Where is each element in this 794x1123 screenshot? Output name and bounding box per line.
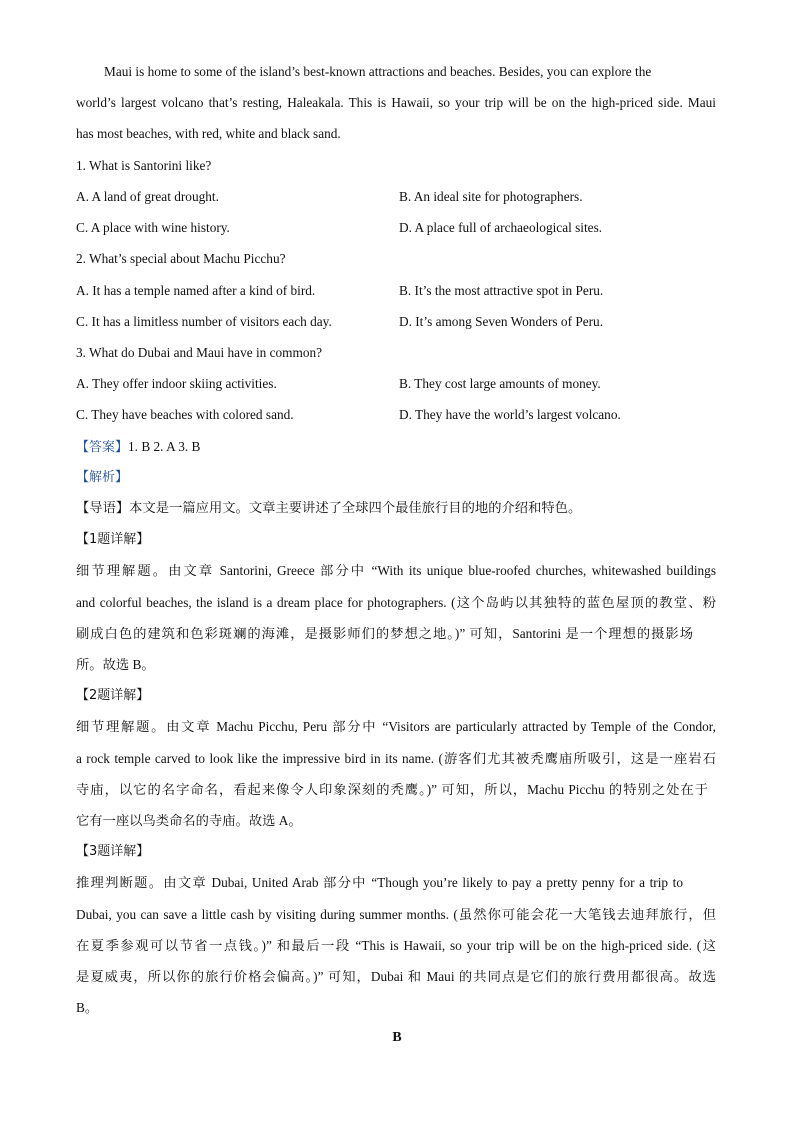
q2-detail-line-1: 细节理解题。由文章 Machu Picchu, Peru 部分中 “Visitors are particularly attracted by Temple of the Condor,: [76, 719, 716, 734]
section-heading-b: B: [392, 1030, 402, 1045]
question-3-option-c: C. They have beaches with colored sand.: [76, 407, 294, 422]
question-3-option-a: A. They offer indoor skiing activities.: [76, 376, 277, 391]
q2-detail-heading: 【2题详解】: [76, 688, 150, 703]
question-3-option-d: D. They have the world’s largest volcano.: [399, 407, 621, 422]
q1-detail-line-1: 细节理解题。由文章 Santorini, Greece 部分中 “With its unique blue-roofed churches, whitewashed buildings: [76, 563, 716, 578]
passage-line-3: has most beaches, with red, white and black sand.: [76, 126, 341, 141]
passage-line-1: Maui is home to some of the island’s best-known attractions and beaches. Besides, you can explore the: [104, 64, 652, 79]
question-2-option-d: D. It’s among Seven Wonders of Peru.: [399, 314, 604, 329]
q3-detail-line-4: 是夏威夷，所以你的旅行价格会偏高。)” 可知，Dubai 和 Maui 的共同点是它们的旅行费用都很高。故选: [76, 969, 716, 984]
question-3-stem: 3. What do Dubai and Maui have in common?: [76, 345, 323, 360]
q3-detail-line-2: Dubai, you can save a little cash by visiting during summer months. (虽然你可能会花一大笔钱去迪拜旅行，但: [76, 907, 716, 922]
question-1-option-d: D. A place full of archaeological sites.: [399, 220, 603, 235]
question-1-option-a: A. A land of great drought.: [76, 189, 219, 204]
answer-label: 【答案】: [76, 440, 129, 455]
question-2-stem: 2. What’s special about Machu Picchu?: [76, 251, 286, 266]
q3-detail-line-3: 在夏季参观可以节省一点钱。)” 和最后一段 “This is Hawaii, so your trip will be on the high-priced side. (这: [76, 938, 716, 953]
q3-detail-line-1: 推理判断题。由文章 Dubai, United Arab 部分中 “Though you’re likely to pay a pretty penny for a trip to: [76, 875, 683, 890]
q1-detail-line-2: and colorful beaches, the island is a dream place for photographers. (这个岛屿以其独特的蓝色屋顶的教堂、粉: [76, 595, 716, 610]
answer-key-line: [76, 437, 200, 458]
question-2-option-a: A. It has a temple named after a kind of bird.: [76, 283, 316, 298]
question-1-stem: 1. What is Santorini like?: [76, 158, 212, 173]
question-1-option-b: B. An ideal site for photographers.: [399, 189, 583, 204]
analysis-label: 【解析】: [76, 470, 129, 485]
q3-detail-heading: 【3题详解】: [76, 844, 150, 859]
question-3-option-b: B. They cost large amounts of money.: [399, 376, 601, 391]
question-2-option-b: B. It’s the most attractive spot in Peru.: [399, 283, 604, 298]
q2-detail-line-2: a rock temple carved to look like the impressive bird in its name. (游客们尤其被秃鹰庙所吸引，这是一座岩石: [76, 751, 716, 766]
q2-detail-line-3: 寺庙，以它的名字命名，看起来像令人印象深刻的秃鹰。)” 可知，所以，Machu Picchu 的特别之处在于: [76, 782, 708, 797]
q1-detail-line-4: 所。故选 B。: [76, 657, 155, 672]
q3-detail-line-5: B。: [76, 1000, 99, 1015]
q1-detail-line-3: 刷成白色的建筑和色彩斑斓的海滩，是摄影师们的梦想之地。)” 可知，Santorini 是一个理想的摄影场: [76, 626, 693, 641]
passage-line-2: world’s largest volcano that’s resting, Haleakala. This is Hawaii, so your trip will be on the high-priced side. Maui: [76, 95, 716, 110]
q1-detail-heading: 【1题详解】: [76, 532, 150, 547]
question-1-option-c: C. A place with wine history.: [76, 220, 230, 235]
analysis-guide: 【导语】本文是一篇应用文。文章主要讲述了全球四个最佳旅行目的地的介绍和特色。: [76, 501, 582, 516]
answer-values: 1. B 2. A 3. B: [128, 439, 201, 454]
question-2-option-c: C. It has a limitless number of visitors each day.: [76, 314, 332, 329]
q2-detail-line-4: 它有一座以鸟类命名的寺庙。故选 A。: [76, 813, 302, 828]
